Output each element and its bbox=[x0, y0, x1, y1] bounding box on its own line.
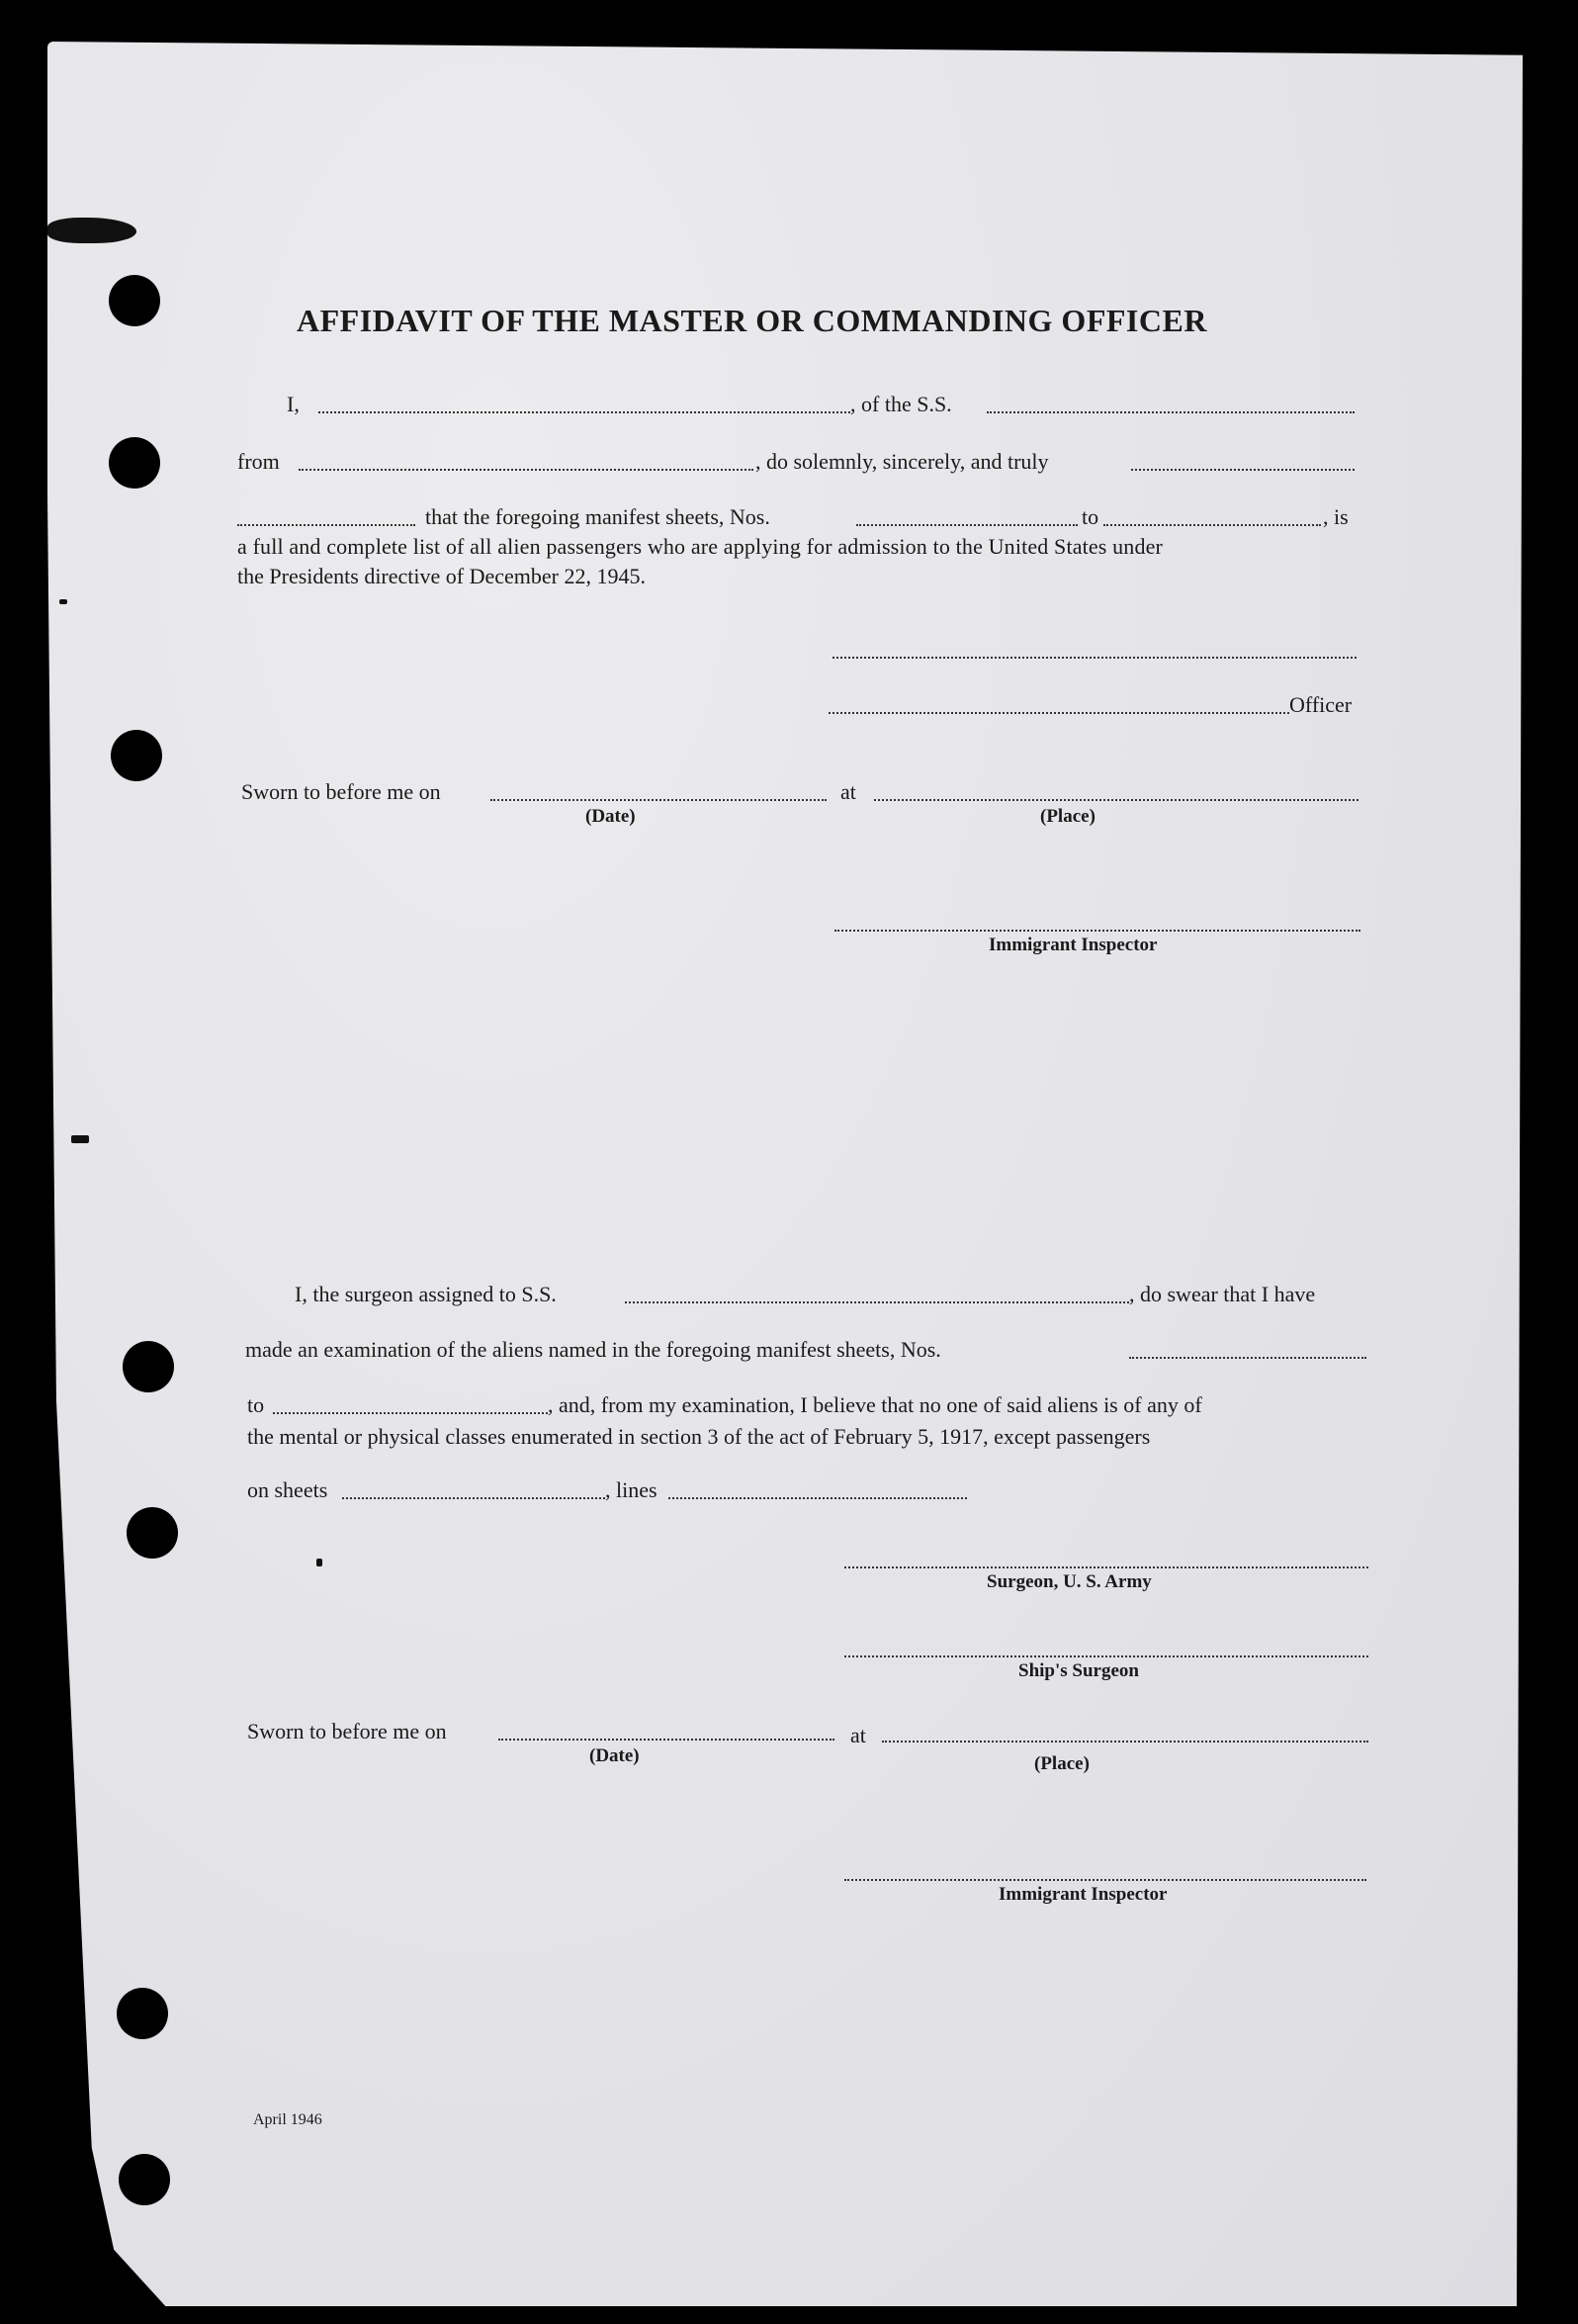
master-from: from bbox=[237, 449, 280, 474]
sheets-to-field[interactable] bbox=[1103, 524, 1321, 526]
master-sheets-text: that the foregoing manifest sheets, Nos. bbox=[425, 504, 770, 529]
master-place-label: (Place) bbox=[1040, 806, 1096, 827]
punch-hole bbox=[109, 275, 160, 326]
master-name-field[interactable] bbox=[318, 411, 850, 413]
surgeon-ship-field[interactable] bbox=[625, 1301, 1129, 1303]
surgeon-lines: , lines bbox=[605, 1477, 658, 1502]
punch-hole bbox=[119, 2154, 170, 2205]
surgeon-date-label: (Date) bbox=[589, 1745, 640, 1766]
ship-surgeon-signature-field[interactable] bbox=[844, 1655, 1368, 1657]
scan-speck bbox=[71, 1135, 89, 1143]
surgeon-except-lines-field[interactable] bbox=[668, 1497, 967, 1499]
surgeon-inspector-label: Immigrant Inspector bbox=[999, 1884, 1168, 1905]
surgeon-inspector-signature-field[interactable] bbox=[844, 1879, 1366, 1881]
officer-title-field[interactable] bbox=[829, 712, 1289, 714]
punch-hole bbox=[111, 730, 162, 781]
surgeon-sworn-date-field[interactable] bbox=[498, 1739, 834, 1741]
form-date: April 1946 bbox=[253, 2111, 322, 2128]
punch-hole bbox=[117, 1988, 168, 2039]
master-at: at bbox=[840, 779, 856, 804]
surgeon-line3: , and, from my examination, I believe that no one of said aliens is of any of bbox=[548, 1392, 1202, 1417]
surgeon-to: to bbox=[247, 1392, 265, 1417]
master-sworn-date-field[interactable] bbox=[490, 799, 827, 801]
surgeon-except-sheets-field[interactable] bbox=[342, 1497, 605, 1499]
departure-port-field[interactable] bbox=[299, 469, 753, 471]
surgeon-at: at bbox=[850, 1723, 866, 1747]
oath-field[interactable] bbox=[1131, 469, 1355, 471]
surgeon-sheets-from-field[interactable] bbox=[1129, 1357, 1366, 1359]
master-i: I, bbox=[287, 392, 300, 416]
master-line4: a full and complete list of all alien passengers who are applying for admission to the United States under bbox=[237, 534, 1163, 559]
army-surgeon-signature-field[interactable] bbox=[844, 1566, 1368, 1568]
master-of-ss: , of the S.S. bbox=[850, 392, 952, 416]
master-to: to bbox=[1082, 504, 1099, 529]
ship-surgeon-label: Ship's Surgeon bbox=[1018, 1660, 1139, 1681]
surgeon-line4: the mental or physical classes enumerated in section 3 of the act of February 5, 1917, except passengers bbox=[247, 1424, 1151, 1449]
surgeon-line1-end: , do swear that I have bbox=[1129, 1282, 1316, 1306]
punch-hole bbox=[109, 437, 160, 489]
sheets-from-field[interactable] bbox=[856, 524, 1078, 526]
officer-label: Officer bbox=[1289, 692, 1353, 717]
punch-hole bbox=[127, 1507, 178, 1559]
surgeon-sworn-place-field[interactable] bbox=[882, 1741, 1368, 1743]
surgeon-line2: made an examination of the aliens named in the foregoing manifest sheets, Nos. bbox=[245, 1337, 941, 1362]
surgeon-place-label: (Place) bbox=[1034, 1753, 1090, 1774]
master-inspector-signature-field[interactable] bbox=[834, 930, 1360, 932]
ship-name-field[interactable] bbox=[987, 411, 1355, 413]
army-surgeon-label: Surgeon, U. S. Army bbox=[987, 1571, 1152, 1592]
oath-cont-field[interactable] bbox=[237, 524, 415, 526]
master-inspector-label: Immigrant Inspector bbox=[989, 935, 1158, 955]
scan-speck bbox=[316, 1559, 322, 1566]
surgeon-sworn: Sworn to before me on bbox=[247, 1719, 447, 1743]
master-line5: the Presidents directive of December 22, 1945. bbox=[237, 564, 646, 588]
scan-speck bbox=[59, 599, 67, 604]
surgeon-sheets-to-field[interactable] bbox=[273, 1412, 548, 1414]
surgeon-line1: I, the surgeon assigned to S.S. bbox=[295, 1282, 557, 1306]
torn-edge bbox=[47, 218, 136, 243]
master-swear: , do solemnly, sincerely, and truly bbox=[755, 449, 1049, 474]
form-page bbox=[47, 42, 1523, 2306]
master-sworn-place-field[interactable] bbox=[874, 799, 1359, 801]
form-title: AFFIDAVIT OF THE MASTER OR COMMANDING OFFICER bbox=[297, 303, 1207, 338]
master-is: , is bbox=[1323, 504, 1349, 529]
surgeon-on-sheets: on sheets bbox=[247, 1477, 328, 1502]
punch-hole bbox=[123, 1341, 174, 1392]
master-date-label: (Date) bbox=[585, 806, 636, 827]
officer-signature-field[interactable] bbox=[833, 657, 1357, 659]
master-sworn: Sworn to before me on bbox=[241, 779, 441, 804]
